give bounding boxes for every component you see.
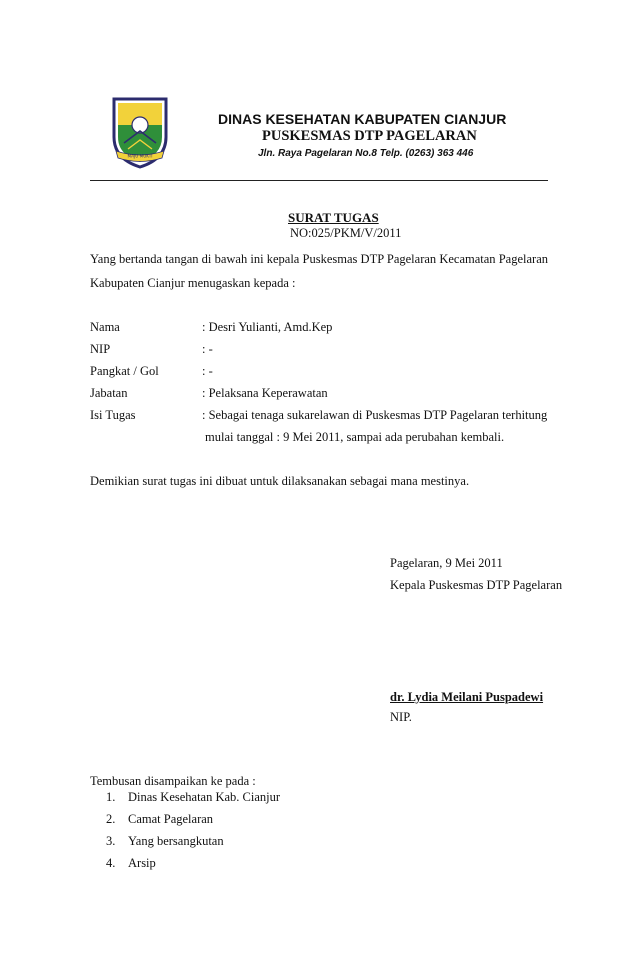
field-value: : - <box>202 342 213 356</box>
copies-item: Arsip <box>128 856 156 870</box>
copies-heading: Tembusan disampaikan ke pada : <box>90 774 256 788</box>
copies-item: Yang bersangkutan <box>128 834 224 848</box>
letter-number: NO:025/PKM/V/2011 <box>290 226 402 240</box>
field-label: Isi Tugas <box>90 408 136 422</box>
logo-motto-text: MAJU MUKTI <box>127 153 153 159</box>
field-value: : - <box>202 364 213 378</box>
intro-line-2: Kabupaten Cianjur menugaskan kepada : <box>90 276 296 290</box>
field-label: Jabatan <box>90 386 128 400</box>
copies-item-number: 1. <box>106 790 116 804</box>
field-label: Pangkat / Gol <box>90 364 159 378</box>
closing-statement: Demikian surat tugas ini dibuat untuk dilaksanakan sebagai mana mestinya. <box>90 474 470 488</box>
field-value: : Desri Yulianti, Amd.Kep <box>202 320 333 334</box>
copies-item: Camat Pagelaran <box>128 812 214 826</box>
field-value: : Pelaksana Keperawatan <box>202 386 328 400</box>
signature-place-date: Pagelaran, 9 Mei 2011 <box>390 556 503 570</box>
copies-item-number: 3. <box>106 834 116 848</box>
signatory-name: dr. Lydia Meilani Puspadewi <box>390 690 544 704</box>
signatory-nip: NIP. <box>390 710 412 724</box>
letterhead-divider <box>90 180 548 181</box>
copies-item-number: 4. <box>106 856 116 870</box>
regency-emblem <box>110 95 170 171</box>
field-label: Nama <box>90 320 120 334</box>
office-name: PUSKESMAS DTP PAGELARAN <box>262 128 477 144</box>
letter-title: SURAT TUGAS <box>288 210 379 225</box>
agency-name: DINAS KESEHATAN KABUPATEN CIANJUR <box>218 111 507 127</box>
field-label: NIP <box>90 342 111 356</box>
copies-item-number: 2. <box>106 812 116 826</box>
field-value: : Sebagai tenaga sukarelawan di Puskesmas DTP Pagelaran terhitung <box>202 408 548 422</box>
task-continuation: mulai tanggal : 9 Mei 2011, sampai ada perubahan kembali. <box>205 430 505 444</box>
office-address: Jln. Raya Pagelaran No.8 Telp. (0263) 363 446 <box>258 148 474 159</box>
copies-item: Dinas Kesehatan Kab. Cianjur <box>128 790 281 804</box>
intro-line-1: Yang bertanda tangan di bawah ini kepala Puskesmas DTP Pagelaran Kecamatan Pagelaran <box>90 252 548 266</box>
signature-position: Kepala Puskesmas DTP Pagelaran <box>390 578 563 592</box>
